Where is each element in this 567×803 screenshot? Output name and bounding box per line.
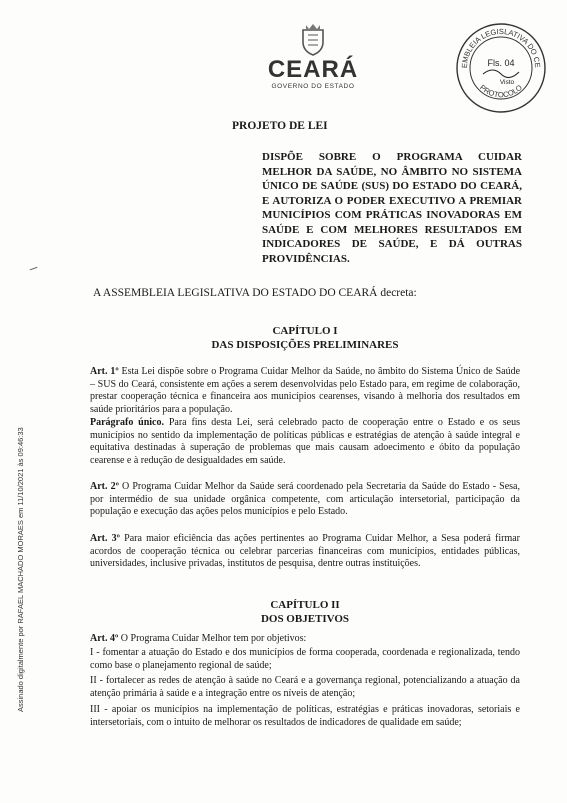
- chapter-2-heading: [90, 598, 520, 626]
- article-2-label: Art. 2º: [90, 481, 119, 492]
- digital-signature-note: Assinado digitalmente por RAFAEL MACHADO MORAES em 11/10/2021 às 09:46:33: [16, 427, 25, 712]
- stamp-bottom-text: PROTOCOLO: [478, 82, 524, 100]
- sole-paragraph-text: Para fins desta Lei, será celebrado pacto de cooperação entre o Estado e os seus municípios no sentido da implementação de políticas públicas e estratégias de atenção à saúde integral e equitativa destinadas à superação de problemas que mais causam adoecimento e óbito da população cearense e à redução de desigualdades em saúde.: [90, 417, 521, 466]
- article-3: [90, 533, 520, 571]
- stamp-visto: Visto: [499, 79, 515, 86]
- objective-item-2: II - fortalecer as redes de atenção à saúde no Ceará e a governança regional, potencializando a atuação da atenção primária à saúde e a integração entre os níveis de atenção;: [90, 675, 520, 699]
- bill-summary: DISPÕE SOBRE O PROGRAMA CUIDAR MELHOR DA SAÚDE, NO ÂMBITO NO SISTEMA ÚNICO DE SAÚDE (SUS) DO ESTADO DO CEARÁ, E AUTORIZA O PODER EXECUTIVO A PREMIAR MUNICÍPIOS COM PRÁTICAS INOVADORAS EM SAÚDE E COM MELHORES RESULTADOS EM INDICADORES DE SAÚDE, E DÁ OUTRAS PROVIDÊNCIAS.: [262, 151, 522, 265]
- brand-subtitle: GOVERNO DO ESTADO: [271, 83, 355, 90]
- chapter-2-number: CAPÍTULO II: [270, 599, 340, 611]
- stamp-ring-text: EMBLEIA LEGISLATIVA DO CE: [459, 26, 543, 69]
- chapter-1-title: DAS DISPOSIÇÕES PRELIMINARES: [211, 339, 399, 351]
- article-1: [90, 366, 520, 416]
- brand-name: CEARÁ: [267, 56, 359, 83]
- objective-item-3: III - apoiar os municípios na implementação de políticas, estratégias e práticas inovadoras, setoriais e intersetoriais, com o intuito de melhorar os resultados de indicadores de qualidade em saúde;: [90, 704, 520, 728]
- chapter-2-title: DOS OBJETIVOS: [260, 613, 350, 625]
- article-2: [90, 481, 520, 519]
- stamp-folio: Fls. 04: [487, 58, 515, 68]
- article-4-label: Art. 4º: [90, 633, 119, 644]
- article-1-text: Esta Lei dispõe sobre o Programa Cuidar Melhor da Saúde, no âmbito do Sistema Único de Saúde – SUS do Ceará, consistente em ações a serem desenvolvidas pelo Estado para, em regime de colaboração, prestar cooperação técnica e financeira aos municípios cearenses, visando à melhoria dos resultados em saúde prioritários para a população.: [90, 366, 521, 415]
- chapter-1-heading: [90, 324, 520, 352]
- article-4-text: O Programa Cuidar Melhor tem por objetivos:: [120, 633, 307, 644]
- article-2-text: O Programa Cuidar Melhor da Saúde será coordenado pela Secretaria da Saúde do Estado - Sesa, por intermédio de sua unidade orgânica competente, com articulação intersetorial, participação da população e execução das ações pelos municípios e pelo Estado.: [90, 481, 520, 518]
- article-3-label: Art. 3º: [90, 533, 120, 544]
- coat-of-arms-icon: [300, 22, 326, 56]
- chapter-1-number: CAPÍTULO I: [272, 325, 338, 337]
- article-4: [90, 633, 520, 646]
- sole-paragraph: [90, 417, 520, 467]
- pen-mark: [30, 267, 39, 273]
- article-3-text: Para maior eficiência das ações pertinentes ao Programa Cuidar Melhor, a Sesa poderá firmar acordos de cooperação técnica ou celebrar parcerias financeiras com municípios, entidades públicas, universidades, inclusive privadas, institutos de pesquisa, dentre outras instituições.: [90, 533, 520, 570]
- ceara-government-logo: [258, 22, 368, 90]
- bill-heading: PROJETO DE LEI: [232, 120, 328, 132]
- article-1-label: Art. 1º: [90, 366, 119, 377]
- enacting-clause: A ASSEMBLEIA LEGISLATIVA DO ESTADO DO CEARÁ decreta:: [93, 287, 417, 299]
- protocol-stamp: [455, 22, 547, 114]
- objective-item-1: I - fomentar a atuação do Estado e dos municípios de forma cooperada, coordenada e regionalizada, tendo como base o planejamento regional de saúde;: [90, 647, 520, 671]
- sole-paragraph-label: Parágrafo único.: [90, 417, 164, 428]
